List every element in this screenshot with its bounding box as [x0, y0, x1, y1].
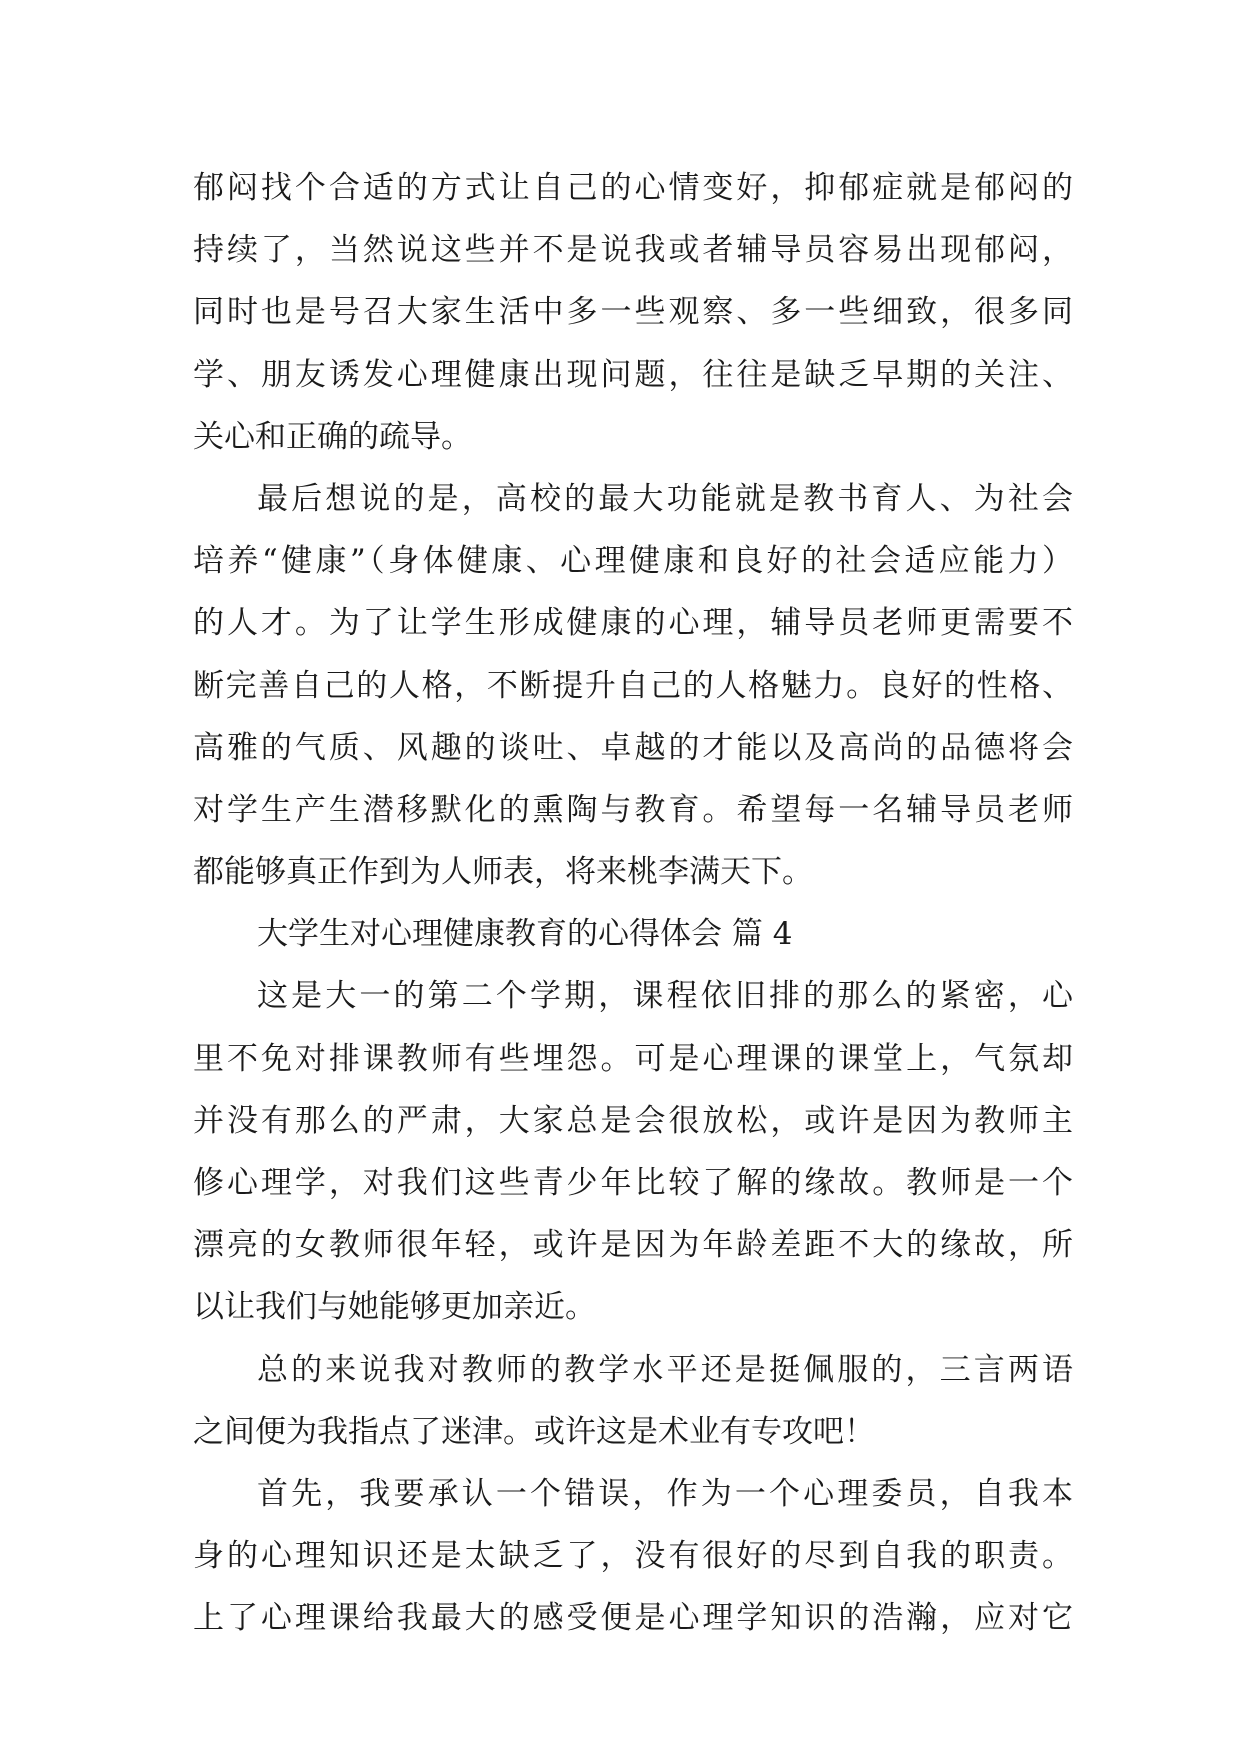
paragraph-first-line: 首先，我要承认一个错误，作为一个心理委员，自我本	[257, 1475, 1073, 1512]
text-line: 都能够真正作到为人师表，将来桃李满天下。	[193, 854, 813, 891]
text-line: 郁闷找个合适的方式让自己的心情变好，抑郁症就是郁闷的	[193, 170, 1073, 206]
text-line: 持续了，当然说这些并不是说我或者辅导员容易出现郁闷，	[193, 232, 1073, 269]
text-line: 并没有那么的严肃，大家总是会很放松，或许是因为教师主	[193, 1102, 1073, 1139]
section-heading: 大学生对心理健康教育的心得体会 篇 4	[257, 916, 793, 953]
text-line: 学、朋友诱发心理健康出现问题，往往是缺乏早期的关注、	[193, 356, 1073, 393]
text-line: 里不免对排课教师有些埋怨。可是心理课的课堂上，气氛却	[193, 1040, 1073, 1077]
paragraph-first-line: 总的来说我对教师的教学水平还是挺佩服的，三言两语	[257, 1351, 1073, 1388]
text-line: 之间便为我指点了迷津。或许这是术业有专攻吧！	[193, 1413, 875, 1450]
text-line: 身的心理知识还是太缺乏了，没有很好的尽到自我的职责。	[193, 1538, 1073, 1575]
text-line: 上了心理课给我最大的感受便是心理学知识的浩瀚，应对它	[193, 1600, 1073, 1637]
text-line: 以让我们与她能够更加亲近。	[193, 1289, 596, 1326]
paragraph-first-line: 最后想说的是，高校的最大功能就是教书育人、为社会	[257, 480, 1073, 517]
text-line: 的人才。为了让学生形成健康的心理，辅导员老师更需要不	[193, 605, 1073, 642]
text-line: 同时也是号召大家生活中多一些观察、多一些细致，很多同	[193, 294, 1073, 331]
text-line: 断完善自己的人格，不断提升自己的人格魅力。良好的性格、	[193, 667, 1073, 704]
paragraph-first-line: 这是大一的第二个学期，课程依旧排的那么的紧密，心	[257, 978, 1073, 1015]
text-line: 高雅的气质、风趣的谈吐、卓越的才能以及高尚的品德将会	[193, 729, 1073, 766]
text-line: 对学生产生潜移默化的熏陶与教育。希望每一名辅导员老师	[193, 791, 1073, 828]
text-line: 漂亮的女教师很年轻，或许是因为年龄差距不大的缘故，所	[193, 1227, 1073, 1264]
document-body	[193, 157, 1073, 1650]
text-line: 关心和正确的疏导。	[193, 418, 472, 455]
text-line: 培养“健康”（身体健康、心理健康和良好的社会适应能力）	[193, 543, 1073, 580]
text-line: 修心理学，对我们这些青少年比较了解的缘故。教师是一个	[193, 1165, 1073, 1201]
